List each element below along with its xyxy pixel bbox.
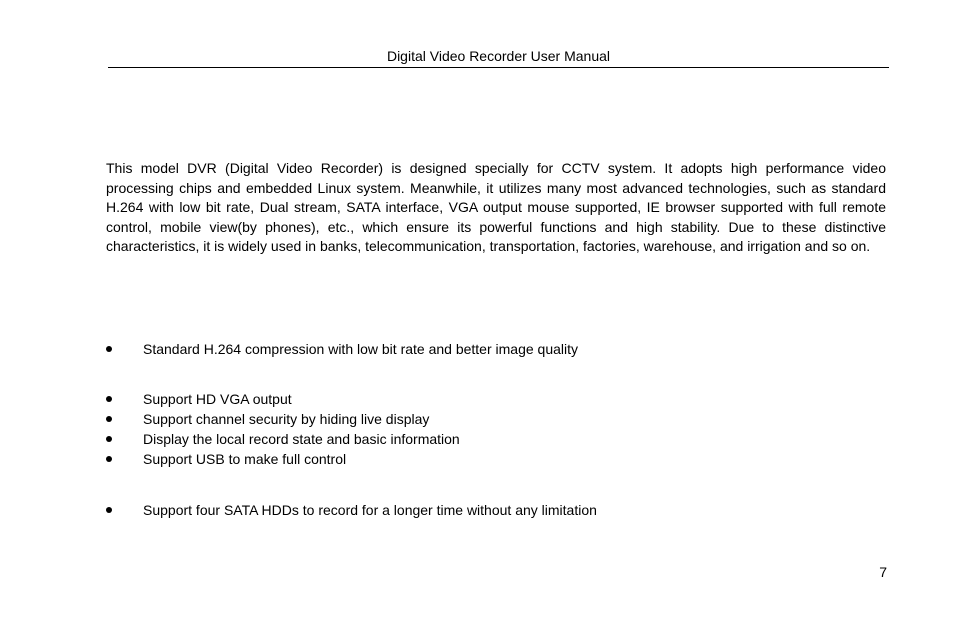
bullet-icon [106,416,112,422]
feature-text: Standard H.264 compression with low bit rate and better image quality [143,341,579,357]
feature-text: Support HD VGA output [143,391,292,407]
feature-list-compression [106,339,886,359]
bullet-icon [106,346,112,352]
bullet-icon [106,396,112,402]
intro-paragraph: This model DVR (Digital Video Recorder) is designed specially for CCTV system. It adopts high performance video processing chips and embedded Linux system. Meanwhile, it utilizes many most advanced technologies, such as standard H.264 with low bit rate, Dual stream, SATA interface, VGA output mouse supported, IE browser supported with full remote control, mobile view(by phones), etc., which ensure its powerful functions and high stability. Due to these distinctive characteristics, it is widely used in banks, telecommunication, transportation, factories, warehouse, and irrigation and so on. [106,160,886,255]
page-number: 7 [879,564,887,580]
feature-text: Support four SATA HDDs to record for a longer time without any limitation [143,502,597,518]
feature-text: Support channel security by hiding live display [143,411,430,427]
header-divider [108,67,889,68]
bullet-icon [106,507,112,513]
list-item [106,449,886,469]
feature-list-display [106,389,886,469]
bullet-icon [106,456,112,462]
feature-text: Support USB to make full control [143,451,347,467]
list-item [106,339,886,359]
feature-list-storage [106,500,886,520]
list-item [106,500,886,520]
list-item [106,389,886,409]
list-item [106,409,886,429]
bullet-icon [106,436,112,442]
page-header-title: Digital Video Recorder User Manual [386,48,611,64]
feature-text: Display the local record state and basic information [143,431,460,447]
list-item [106,429,886,449]
